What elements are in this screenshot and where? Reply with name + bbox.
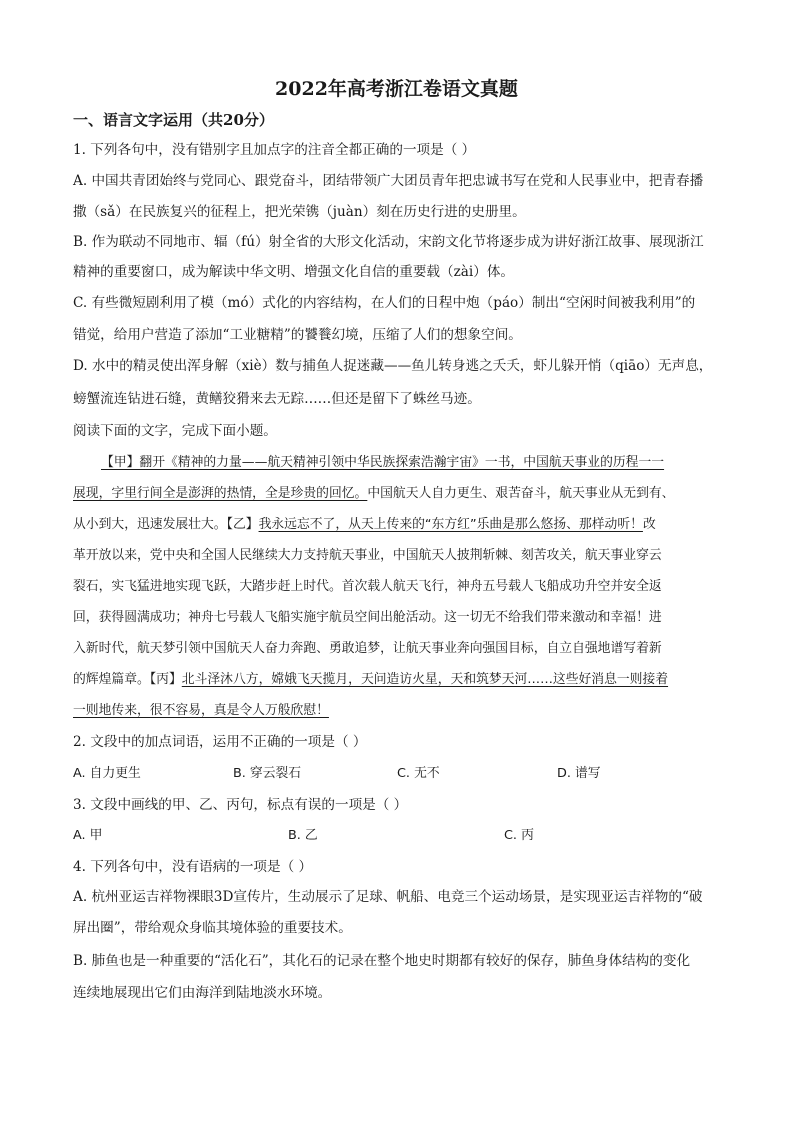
section-heading: 一、语言文字运用（共20分） — [73, 111, 274, 129]
q3-stem: 3. 文段中画线的甲、乙、丙句，标点有误的一项是（ ） — [73, 797, 408, 813]
passage-text: 中国航天人自力更生、艰苦奋斗，航天事业从无到有、 — [367, 486, 675, 501]
q1-option-b-line1: B. 作为联动不同地市、辐（fú）射全省的大形文化活动，宋韵文化节将逐步成为讲好浙江故事、展现浙江 — [73, 234, 704, 250]
q2-stem: 2. 文段中的加点词语，运用不正确的一项是（ ） — [73, 734, 367, 750]
passage-line-6: 回，获得圆满成功；神舟七号载人飞船实施宇航员空间出舱活动。这一切无不给我们带来激动和幸福！进 — [73, 610, 662, 625]
q4-option-b-line1: B. 肺鱼也是一种重要的“活化石”，其化石的记录在整个地史时期都有较好的保存，肺鱼身体结构的变化 — [73, 953, 691, 969]
marker-bing: 【丙】 — [149, 672, 182, 687]
passage-line-2 — [73, 485, 674, 503]
passage-text: 改 — [642, 517, 656, 532]
q3-option-a: A. 甲 — [73, 828, 103, 843]
passage-line-8 — [73, 671, 668, 689]
q4-option-a-line1: A. 杭州亚运吉祥物裸眼3D宣传片，生动展示了足球、帆船、电竞三个运动场景，是实现亚运吉祥物的“破 — [73, 889, 703, 905]
q1-option-a-line1: A. 中国共青团始终与党同心、跟党奋斗，团结带领广大团员青年把忠诚书写在党和人民事业中，把青春播 — [73, 173, 704, 189]
q2-option-b: B. 穿云裂石 — [233, 766, 302, 781]
passage-sentence-yi: 我永远忘不了，从天上传来的“东方红”乐曲是那么悠扬、那样动听！ — [258, 517, 643, 532]
passage-sentence-jia-part1: 【甲】翻开《精神的力量——航天精神引领中华民族探索浩瀚宇宙》一书，中国航天事业的历程一一 — [101, 455, 665, 470]
passage-text: 从小到大，迅速发展壮大。 — [73, 517, 227, 532]
passage-sentence-bing-part1: 北斗泽沐八方，嫦娥飞天揽月，天问造访火星，天和筑梦天河……这些好消息一则接着 — [181, 672, 669, 687]
page-title: 2022年高考浙江卷语文真题 — [275, 78, 518, 100]
q1-option-c-line2: 错觉，给用户营造了添加“工业糖精”的饕餮幻境，压缩了人们的想象空间。 — [73, 327, 522, 343]
q1-option-a-line2: 撒（sǎ）在民族复兴的征程上，把光荣镌（juàn）刻在历史行进的史册里。 — [73, 204, 526, 220]
passage-line-4: 革开放以来，党中央和全国人民继续大力支持航天事业，中国航天人披荆斩棘、刻苦攻关，航天事业穿云 — [73, 548, 662, 563]
passage-line-1 — [101, 454, 664, 472]
passage-sentence-bing-part2: 一则地传来，很不容易，真是令人万般欣慰！ — [73, 703, 329, 718]
q1-stem: 1. 下列各句中，没有错别字且加点字的注音全都正确的一项是（ ） — [73, 142, 476, 158]
passage-line-3 — [73, 516, 656, 534]
q1-option-d-line1: D. 水中的精灵使出浑身解（xiè）数与捕鱼人捉迷藏——鱼儿转身逃之夭夭，虾儿躲开悄（qiāo）无声息， — [73, 358, 713, 374]
q4-stem: 4. 下列各句中，没有语病的一项是（ ） — [73, 859, 313, 875]
q1-option-c-line1: C. 有些微短剧利用了模（mó）式化的内容结构，在人们的日程中炮（páo）制出“空闲时间被我利用”的 — [73, 295, 696, 311]
passage-sentence-jia-part2: 展现，字里行间全是澎湃的热情，全是珍贵的回忆。 — [73, 486, 368, 501]
q1-option-b-line2: 精神的重要窗口，成为解读中华文明、增强文化自信的重要载（zài）体。 — [73, 264, 515, 280]
passage-text: 的辉煌篇章。 — [73, 672, 150, 687]
q1-option-d-line2: 螃蟹流连钻进石缝，黄鳝狡猾来去无踪……但还是留下了蛛丝马迹。 — [73, 391, 481, 407]
q2-option-c: C. 无不 — [397, 766, 440, 781]
passage-line-9 — [73, 702, 329, 720]
passage-line-5: 裂石，实飞猛进地实现飞跃，大踏步赶上时代。首次载人航天飞行，神舟五号载人飞船成功升空并安全返 — [73, 579, 662, 594]
q4-option-b-line2: 连续地展现出它们由海洋到陆地淡水环境。 — [73, 985, 332, 1001]
q2-option-a: A. 自力更生 — [73, 766, 141, 781]
reading-instruction: 阅读下面的文字，完成下面小题。 — [73, 423, 277, 439]
q3-option-c: C. 丙 — [504, 828, 534, 843]
q2-option-d: D. 谱写 — [557, 766, 601, 781]
marker-yi: 【乙】 — [226, 517, 259, 532]
q3-option-b: B. 乙 — [288, 828, 318, 843]
q4-option-a-line2: 屏出圈”，带给观众身临其境体验的重要技术。 — [73, 920, 352, 936]
passage-line-7: 入新时代，航天梦引领中国航天人奋力奔跑、勇敢追梦，让航天事业奔向强国目标，自立自强地谱写着新 — [73, 641, 662, 656]
